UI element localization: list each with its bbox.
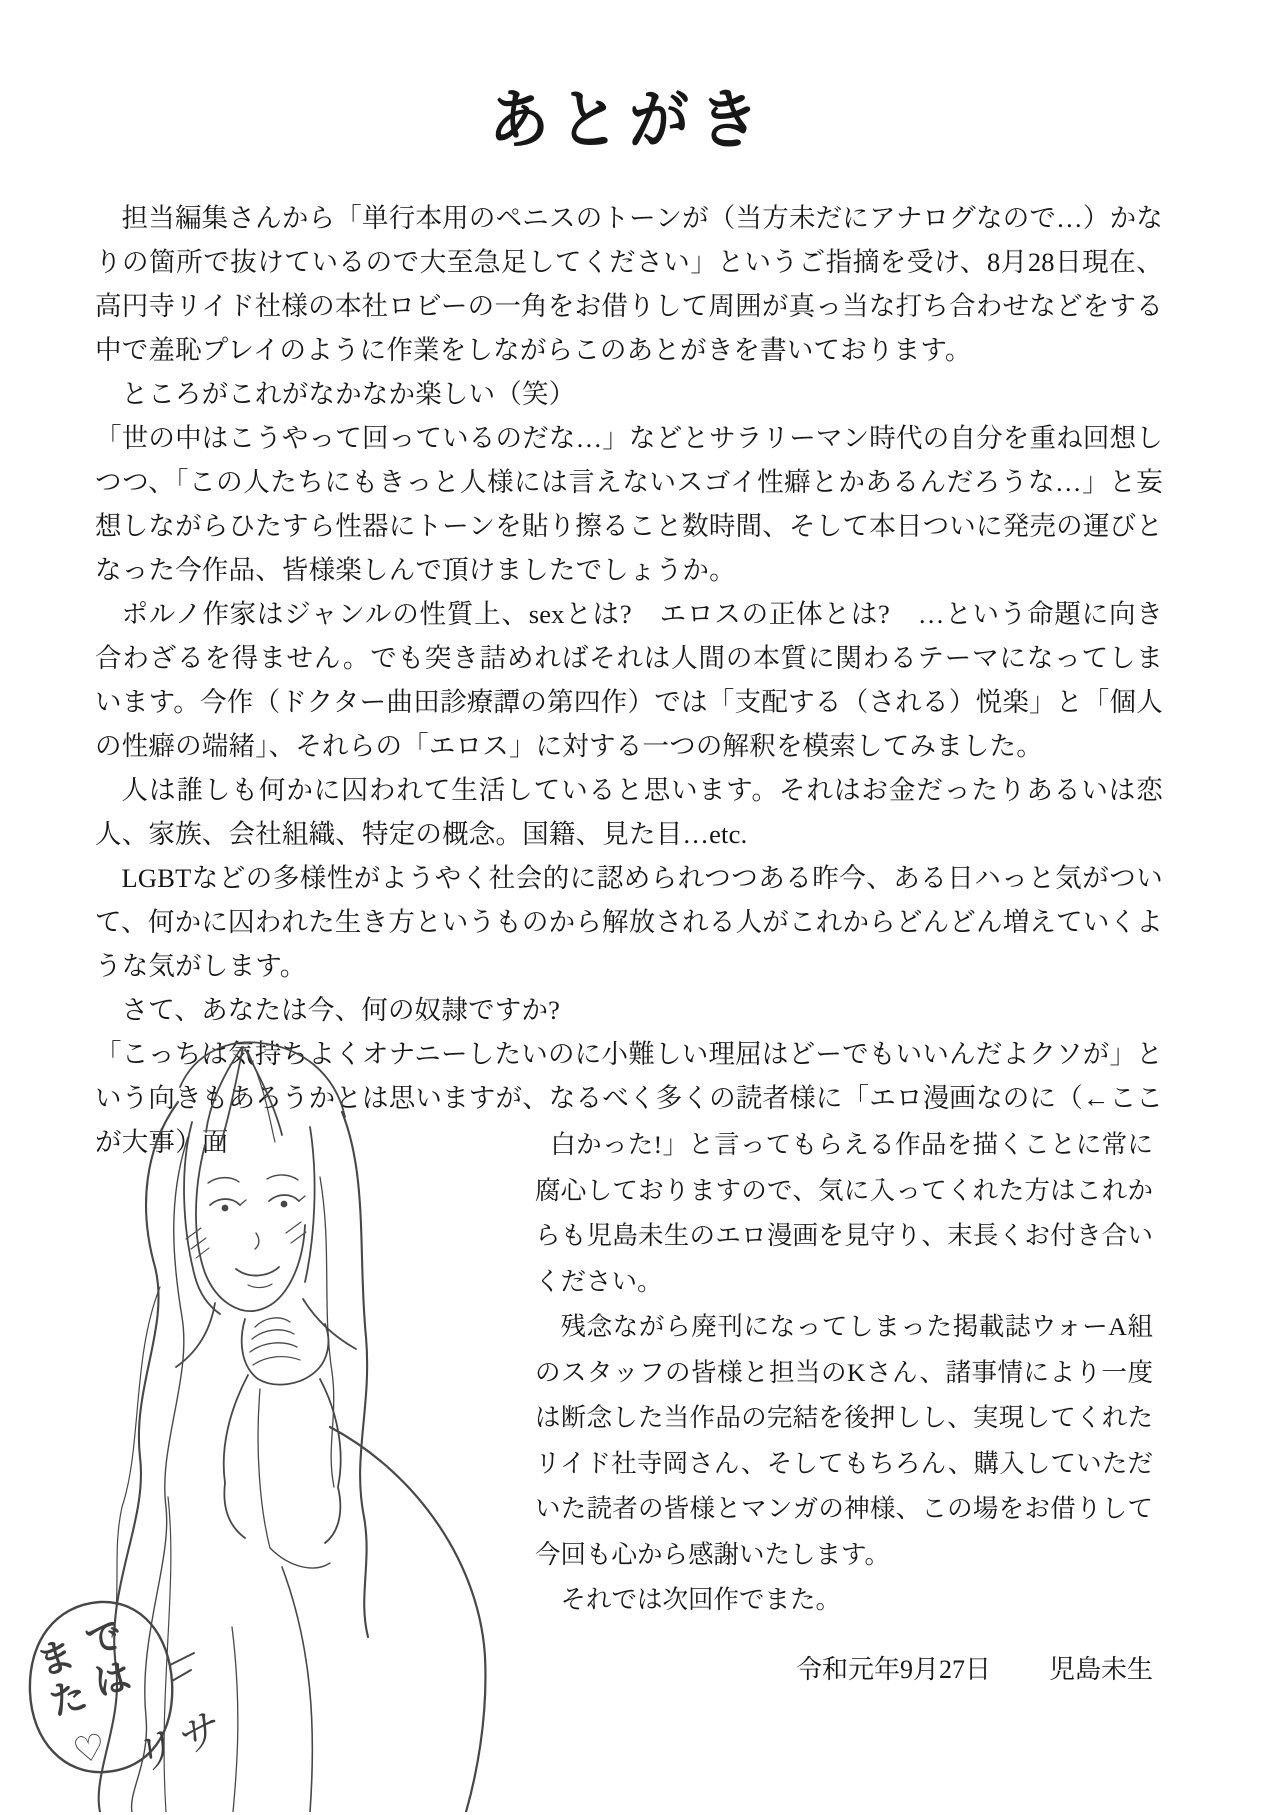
speech-bubble-text-right: では xyxy=(74,1614,134,1706)
paragraph: それでは次回作でまた。 xyxy=(560,1585,842,1614)
closing-text xyxy=(535,1122,1153,1623)
date-text: 令和元年9月27日 xyxy=(795,1654,991,1684)
paragraph: 「世の中はこうやって回っているのだな…」などとサラリーマン時代の自分を重ね回想しつつ、「この人たちにもきっと人様には言えないスゴイ性癖とかあるんだろうな…」と妄想しながらひたすら性器にトーンを貼り擦ること数時間、そして本日ついに発売の運びとなった今作品、皆様楽しんで頂けましたでしょうか。 xyxy=(95,423,1163,585)
paragraph: 担当編集さんから「単行本用のペニスのトーンが（当方未だにアナログなので…）かなりの箇所で抜けているので大至急足してください」というご指摘を受け、8月28日現在、高円寺リイド社様の本社ロビーの一角をお借りして周囲が真っ当な打ち合わせなどをする中で羞恥プレイのように作業をしながらこのあとがきを書いております。 xyxy=(95,203,1163,365)
heart-icon: ♡ xyxy=(69,1726,109,1772)
paragraph: 「こっちは気持ちよくオナニーしたいのに小難しい理屈はどーでもいいんだよクソが」という向きもあろうかとは思いますが、なるべく多くの読者様に「エロ漫画なのに（←ここが大事）面 xyxy=(95,1039,1163,1157)
paragraph: さて、あなたは今、何の奴隷ですか? xyxy=(121,995,561,1025)
paragraph: ところがこれがなかなか楽しい（笑） xyxy=(121,379,576,409)
paragraph: ポルノ作家はジャンルの性質上、sexとは? エロスの正体とは? …という命題に向き合わざるを得ません。でも突き詰めればそれは人間の本質に関わるテーマになってしまいます。今作（ドクター曲田診療譚の第四作）では「支配する（される）悦楽」と「個人の性癖の端緒」、それらの「エロス」に対する一つの解釈を模索してみました。 xyxy=(95,599,1163,761)
page-title: あとがき xyxy=(489,84,769,157)
character-signature: リサ xyxy=(125,1704,231,1783)
afterword-body xyxy=(95,196,1163,1164)
paragraph: 白かった!」と言ってもらえる作品を描くことに常に腐心しておりますので、気に入ってくれた方はこれからも児島未生のエロ漫画を見守り、末長くお付き合いください。 xyxy=(535,1130,1153,1296)
speech-bubble-text-left: また xyxy=(25,1633,91,1727)
author-name: 児島未生 xyxy=(1048,1654,1153,1684)
paragraph: LGBTなどの多様性がようやく社会的に認められつつある昨今、ある日ハっと気がついて、何かに囚われた生き方というものから解放される人がこれからどんどん増えていくような気がします。 xyxy=(95,863,1163,981)
bottom-section xyxy=(25,1122,1163,1815)
paragraph: 人は誰しも何かに囚われて生活していると思います。それはお金だったりあるいは恋人、家族、会社組織、特定の概念。国籍、見た目…etc. xyxy=(95,775,1163,849)
date-author-line xyxy=(535,1649,1153,1686)
paragraph: 残念ながら廃刊になってしまった掲載誌ウォーA組のスタッフの皆様と担当のKさん、諸事情により一度は断念した当作品の完結を後押しし、実現してくれたリイド社寺岡さん、そしてもちろん、購入していただいた読者の皆様とマンガの神様、この場をお借りして今回も心から感謝いたします。 xyxy=(535,1312,1153,1569)
